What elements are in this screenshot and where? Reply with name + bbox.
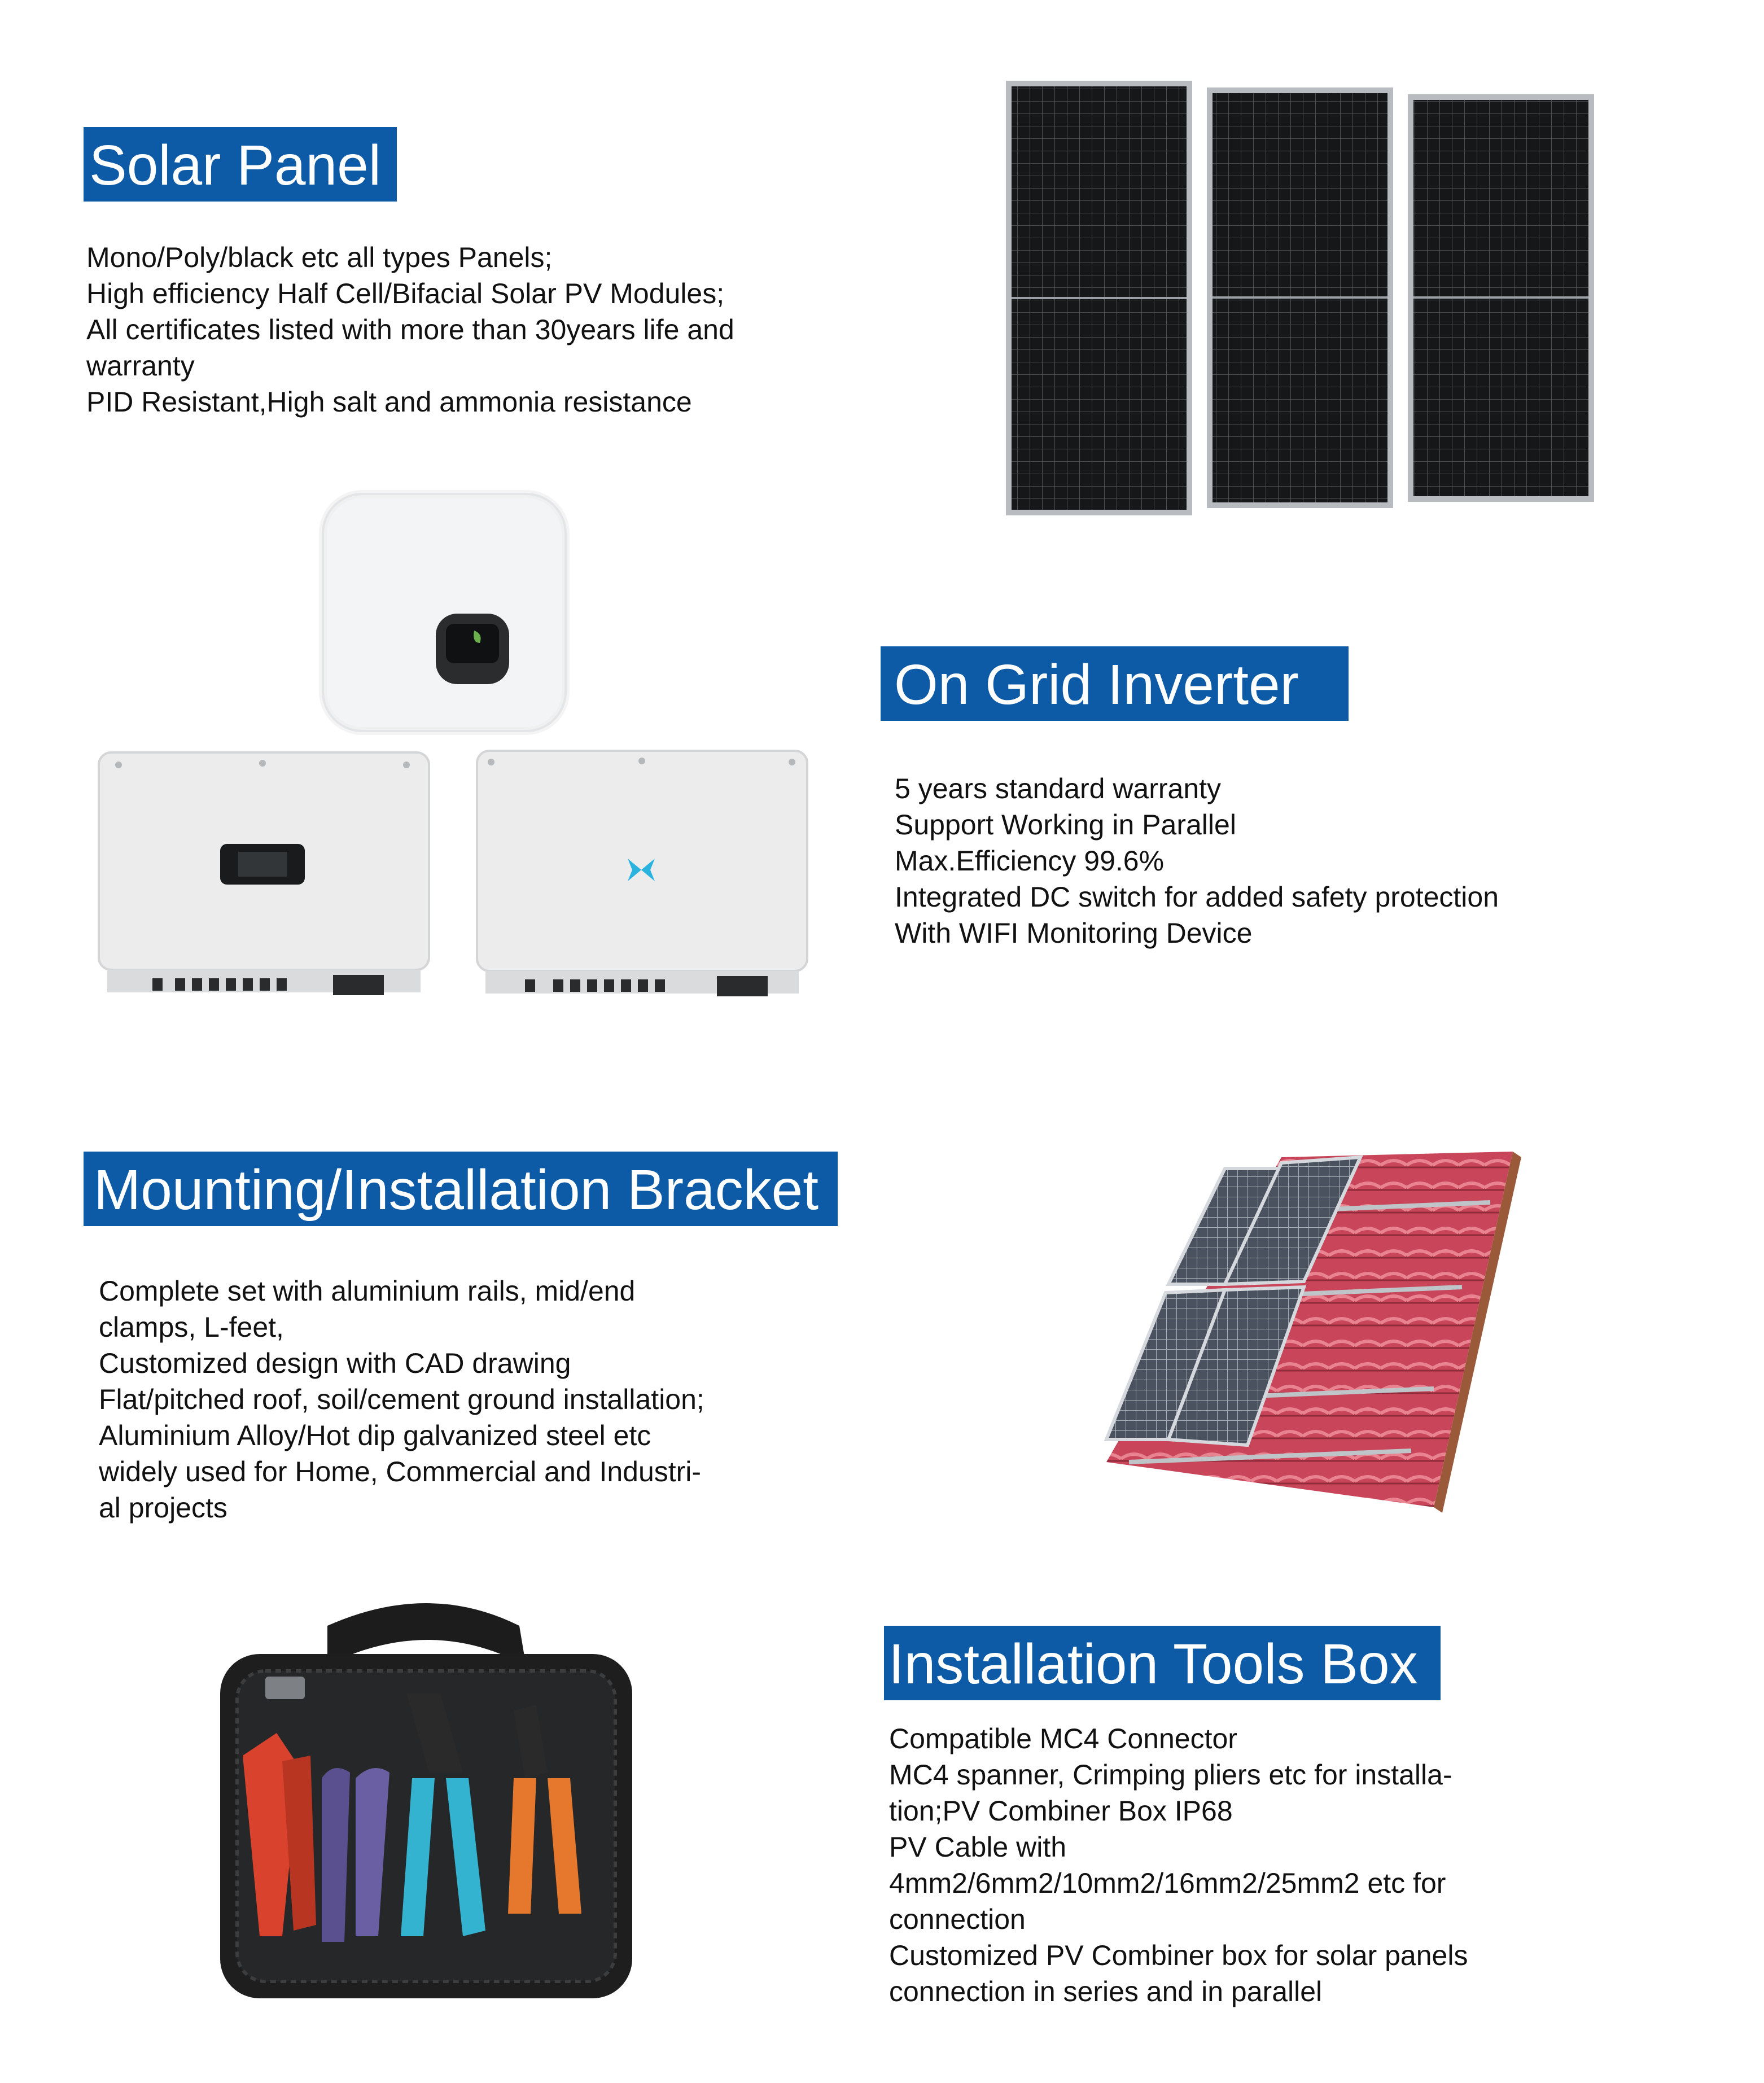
solar-panel-title: Solar Panel bbox=[84, 127, 397, 202]
inverter-image bbox=[90, 483, 824, 1025]
solar-panel-image bbox=[1005, 76, 1597, 522]
solar-module bbox=[1207, 87, 1393, 508]
description-line: Support Working in Parallel bbox=[895, 809, 1236, 841]
description-line: 5 years standard warranty bbox=[895, 773, 1222, 804]
on-grid-inverter-description bbox=[895, 771, 1499, 951]
installation-tools-title: Installation Tools Box bbox=[884, 1626, 1441, 1700]
roof-mounting-image bbox=[1095, 1146, 1524, 1519]
description-line: Customized design with CAD drawing bbox=[99, 1347, 571, 1379]
solar-panel-description bbox=[86, 239, 734, 420]
description-line: Aluminium Alloy/Hot dip galvanized steel etc bbox=[99, 1420, 651, 1451]
large-inverter bbox=[477, 751, 807, 996]
description-line: Mono/Poly/black etc all types Panels; bbox=[86, 242, 553, 273]
description-line: Customized PV Combiner box for solar panels bbox=[889, 1940, 1468, 1971]
mounting-bracket-title: Mounting/Installation Bracket bbox=[84, 1152, 838, 1226]
on-grid-inverter-title: On Grid Inverter bbox=[881, 646, 1349, 721]
description-line: warranty bbox=[86, 350, 195, 382]
description-line: PID Resistant,High salt and ammonia resistance bbox=[86, 386, 692, 418]
description-line: PV Cable with bbox=[889, 1831, 1067, 1863]
solar-module bbox=[1006, 81, 1192, 515]
description-line: Max.Efficiency 99.6% bbox=[895, 845, 1165, 877]
description-line: Compatible MC4 Connector bbox=[889, 1723, 1237, 1754]
description-line: connection in series and in parallel bbox=[889, 1976, 1323, 2007]
mc4-spanner bbox=[322, 1768, 389, 1942]
description-line: All certificates listed with more than 30years life and bbox=[86, 314, 734, 345]
description-line: High efficiency Half Cell/Bifacial Solar PV Modules; bbox=[86, 278, 725, 309]
solar-module bbox=[1408, 94, 1594, 502]
installation-tools-description bbox=[889, 1721, 1468, 2010]
description-line: Complete set with aluminium rails, mid/end bbox=[99, 1275, 636, 1307]
description-line: al projects bbox=[99, 1492, 227, 1524]
large-inverter bbox=[99, 752, 429, 995]
tools-kit-image bbox=[209, 1592, 649, 2010]
small-inverter bbox=[323, 494, 566, 731]
mounting-bracket-description bbox=[99, 1273, 704, 1526]
description-line: With WIFI Monitoring Device bbox=[895, 917, 1253, 949]
description-line: connection bbox=[889, 1903, 1026, 1935]
description-line: tion;PV Combiner Box IP68 bbox=[889, 1795, 1233, 1827]
description-line: MC4 spanner, Crimping pliers etc for installa- bbox=[889, 1759, 1452, 1791]
description-line: widely used for Home, Commercial and Industri- bbox=[99, 1456, 702, 1487]
description-line: 4mm2/6mm2/10mm2/16mm2/25mm2 etc for bbox=[889, 1867, 1446, 1899]
description-line: Flat/pitched roof, soil/cement ground installation; bbox=[99, 1384, 704, 1415]
description-line: Integrated DC switch for added safety protection bbox=[895, 881, 1499, 913]
description-line: clamps, L-feet, bbox=[99, 1311, 284, 1343]
